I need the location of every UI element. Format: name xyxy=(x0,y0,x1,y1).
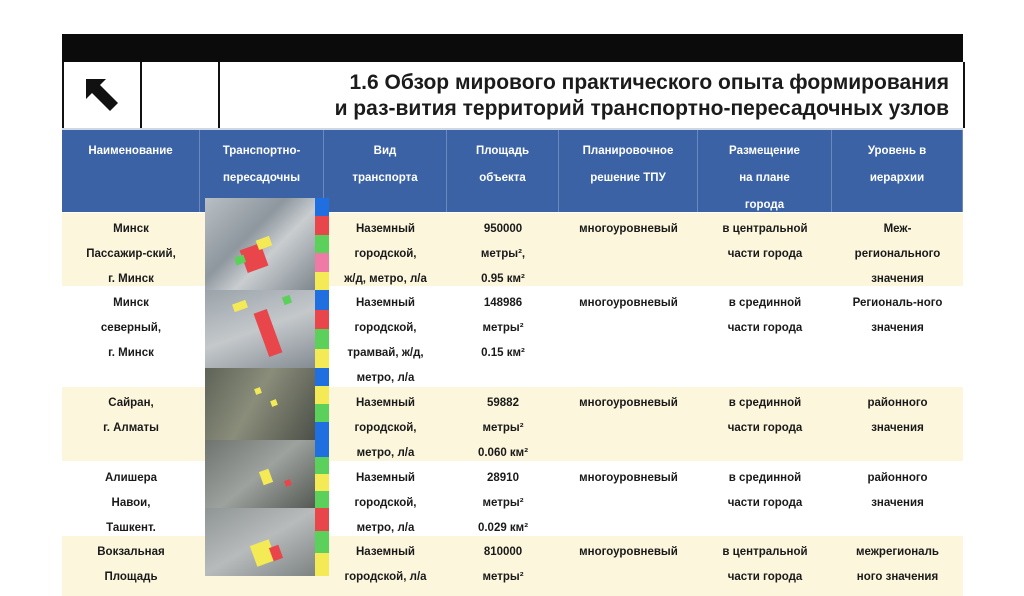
cell-text: районного xyxy=(867,397,928,409)
title-line-2: и раз-вития территорий транспортно-пересадочных узлов xyxy=(334,97,949,120)
cell-text: г. Минск xyxy=(108,273,154,285)
legend-swatch xyxy=(315,216,329,234)
cell-text: Сайран, xyxy=(108,397,154,409)
map-highlight xyxy=(256,236,273,250)
table-header xyxy=(62,128,963,214)
column-header xyxy=(832,130,963,214)
cell-text: Наземный xyxy=(356,546,415,558)
cell-text: значения xyxy=(871,497,924,509)
cell-text: в срединной xyxy=(728,297,802,309)
column-header xyxy=(62,130,200,214)
cell-text: Площадь xyxy=(104,571,158,583)
satellite-image xyxy=(205,368,315,440)
cell-text: 0.95 км² xyxy=(481,273,525,285)
cell-name xyxy=(62,387,200,441)
header-spacer-cell xyxy=(142,62,220,128)
cell-text: метры², xyxy=(480,248,526,260)
map-highlight xyxy=(259,469,273,486)
map-highlight xyxy=(270,399,278,407)
cell-text: городской, xyxy=(354,497,417,509)
cell-text: метры² xyxy=(482,497,524,509)
arrow-up-left-icon xyxy=(84,77,120,113)
top-bar xyxy=(62,34,963,62)
cell-transport xyxy=(324,213,447,292)
cell-text: трамвай, ж/д, xyxy=(347,347,424,359)
satellite-image xyxy=(205,290,315,368)
cell-level xyxy=(832,536,963,590)
cell-name xyxy=(62,287,200,366)
column-header-line: объекта xyxy=(479,172,526,184)
column-header-line: Площадь xyxy=(475,145,530,157)
map-legend xyxy=(315,198,329,290)
cell-level xyxy=(832,387,963,441)
page-title xyxy=(234,70,949,122)
cell-text: в центральной xyxy=(722,546,808,558)
legend-swatch xyxy=(315,491,329,508)
legend-swatch xyxy=(315,386,329,404)
cell-text: 28910 xyxy=(487,472,519,484)
cell-text: 0.029 км² xyxy=(477,522,529,534)
cell-placement xyxy=(698,387,832,441)
cell-text: многоуровневый xyxy=(579,472,678,484)
cell-text: ного значения xyxy=(856,571,939,583)
map-highlight xyxy=(284,479,292,487)
cell-text: метро, л/а xyxy=(356,447,415,459)
cell-text: значения xyxy=(871,322,924,334)
cell-text: Наземный xyxy=(356,223,415,235)
column-header-line: транспорта xyxy=(352,172,418,184)
cell-text: 810000 xyxy=(483,546,523,558)
cell-text: Минск xyxy=(113,297,149,309)
cell-text: городской, xyxy=(354,422,417,434)
satellite-image xyxy=(205,198,315,290)
cell-text: значения xyxy=(871,273,924,285)
cell-text: метры² xyxy=(482,422,524,434)
cell-transport xyxy=(324,387,447,466)
legend-swatch xyxy=(315,553,329,576)
cell-text: районного xyxy=(867,472,928,484)
cell-plan xyxy=(559,536,698,565)
legend-swatch xyxy=(315,422,329,440)
cell-text: 0.15 км² xyxy=(481,347,525,359)
cell-area xyxy=(447,462,559,541)
cell-area xyxy=(447,536,559,590)
cell-level xyxy=(832,213,963,292)
cell-plan xyxy=(559,387,698,416)
legend-swatch xyxy=(315,508,329,531)
map-highlight xyxy=(254,387,262,395)
cell-text: части города xyxy=(727,322,803,334)
cell-text: г. Минск xyxy=(108,347,154,359)
table-row xyxy=(62,535,963,596)
cell-text: части города xyxy=(727,497,803,509)
cell-area xyxy=(447,287,559,366)
column-header-line: Вид xyxy=(373,145,397,157)
cell-transport xyxy=(324,536,447,590)
legend-swatch xyxy=(315,253,329,271)
legend-swatch xyxy=(315,404,329,422)
cell-text: 0.060 км² xyxy=(477,447,529,459)
cell-name xyxy=(62,462,200,541)
legend-swatch xyxy=(315,310,329,330)
legend-swatch xyxy=(315,235,329,253)
column-header-line: пересадочны xyxy=(222,172,301,184)
cell-text: г. Алматы xyxy=(103,422,159,434)
cell-text: Наземный xyxy=(356,472,415,484)
cell-text: Алишера xyxy=(104,472,158,484)
cell-area xyxy=(447,213,559,292)
column-header xyxy=(447,130,559,214)
cell-text: значения xyxy=(871,422,924,434)
cell-plan xyxy=(559,462,698,491)
legend-swatch xyxy=(315,531,329,554)
cell-text: метры² xyxy=(482,322,524,334)
cell-text: Меж- xyxy=(883,223,912,235)
cell-text: в срединной xyxy=(728,472,802,484)
column-header-line: Размещение xyxy=(729,145,800,157)
cell-text: ж/д, метро, л/а xyxy=(344,273,427,285)
column-header-line: Транспортно- xyxy=(222,145,301,157)
cell-text: межрегиональ xyxy=(856,546,939,558)
legend-swatch xyxy=(315,440,329,457)
tpu-table xyxy=(62,128,963,583)
cell-transport xyxy=(324,462,447,541)
table-row xyxy=(62,461,963,536)
column-header-line: на плане xyxy=(739,172,790,184)
column-header-line: Наименование xyxy=(88,145,173,157)
map-highlight xyxy=(254,309,283,357)
cell-text: в центральной xyxy=(722,223,808,235)
cell-text: в срединной xyxy=(728,397,802,409)
cell-plan xyxy=(559,287,698,316)
cell-text: метро, л/а xyxy=(356,522,415,534)
cell-text: Навои, xyxy=(111,497,151,509)
column-header-line: Уровень в xyxy=(867,145,927,157)
cell-plan xyxy=(559,213,698,242)
cell-placement xyxy=(698,462,832,516)
map-highlight xyxy=(282,295,292,305)
legend-swatch xyxy=(315,457,329,474)
satellite-image xyxy=(205,508,315,576)
legend-swatch xyxy=(315,290,329,310)
back-button[interactable] xyxy=(64,62,142,128)
cell-text: части города xyxy=(727,248,803,260)
satellite-map-strip xyxy=(205,198,329,576)
cell-area xyxy=(447,387,559,466)
cell-transport xyxy=(324,287,447,391)
title-line-1: 1.6 Обзор мирового практического опыта формирования xyxy=(349,71,949,94)
table-row xyxy=(62,212,963,287)
cell-text: 59882 xyxy=(487,397,519,409)
cell-name xyxy=(62,536,200,590)
legend-swatch xyxy=(315,474,329,491)
cell-text: городской, xyxy=(354,322,417,334)
cell-text: Наземный xyxy=(356,297,415,309)
cell-text: метро, л/а xyxy=(356,372,415,384)
cell-level xyxy=(832,462,963,516)
column-header-line: города xyxy=(744,199,785,211)
cell-text: метры² xyxy=(482,571,524,583)
legend-swatch xyxy=(315,368,329,386)
cell-text: Пассажир-ский, xyxy=(86,248,176,260)
satellite-image xyxy=(205,440,315,508)
cell-text: Вокзальная xyxy=(97,546,165,558)
cell-text: Региональ-ного xyxy=(852,297,943,309)
cell-level xyxy=(832,287,963,341)
cell-text: Минск xyxy=(113,223,149,235)
column-header-line: Планировочное xyxy=(582,145,674,157)
cell-placement xyxy=(698,213,832,267)
cell-text: многоуровневый xyxy=(579,223,678,235)
cell-text: 148986 xyxy=(483,297,523,309)
cell-text: городской, xyxy=(354,248,417,260)
map-legend xyxy=(315,368,329,440)
column-header-line: иерархии xyxy=(869,172,925,184)
cell-text: части города xyxy=(727,422,803,434)
cell-placement xyxy=(698,287,832,341)
cell-text: многоуровневый xyxy=(579,397,678,409)
cell-text: Ташкент. xyxy=(106,522,156,534)
legend-swatch xyxy=(315,329,329,349)
cell-text: 950000 xyxy=(483,223,523,235)
table-row xyxy=(62,286,963,387)
column-header xyxy=(698,130,832,214)
column-header xyxy=(559,130,698,214)
cell-text: регионального xyxy=(854,248,941,260)
column-header-line: решение ТПУ xyxy=(590,172,666,184)
cell-text: многоуровневый xyxy=(579,546,678,558)
map-legend xyxy=(315,290,329,368)
cell-placement xyxy=(698,536,832,590)
cell-text: многоуровневый xyxy=(579,297,678,309)
map-legend xyxy=(315,508,329,576)
slide-header xyxy=(62,62,965,128)
legend-swatch xyxy=(315,198,329,216)
map-legend xyxy=(315,440,329,508)
cell-text: северный, xyxy=(100,322,162,334)
cell-text: Наземный xyxy=(356,397,415,409)
column-header xyxy=(324,130,447,214)
table-row xyxy=(62,386,963,462)
cell-name xyxy=(62,213,200,292)
legend-swatch xyxy=(315,272,329,290)
map-highlight xyxy=(232,300,248,312)
cell-text: городской, л/а xyxy=(344,571,427,583)
legend-swatch xyxy=(315,349,329,369)
cell-text: части города xyxy=(727,571,803,583)
